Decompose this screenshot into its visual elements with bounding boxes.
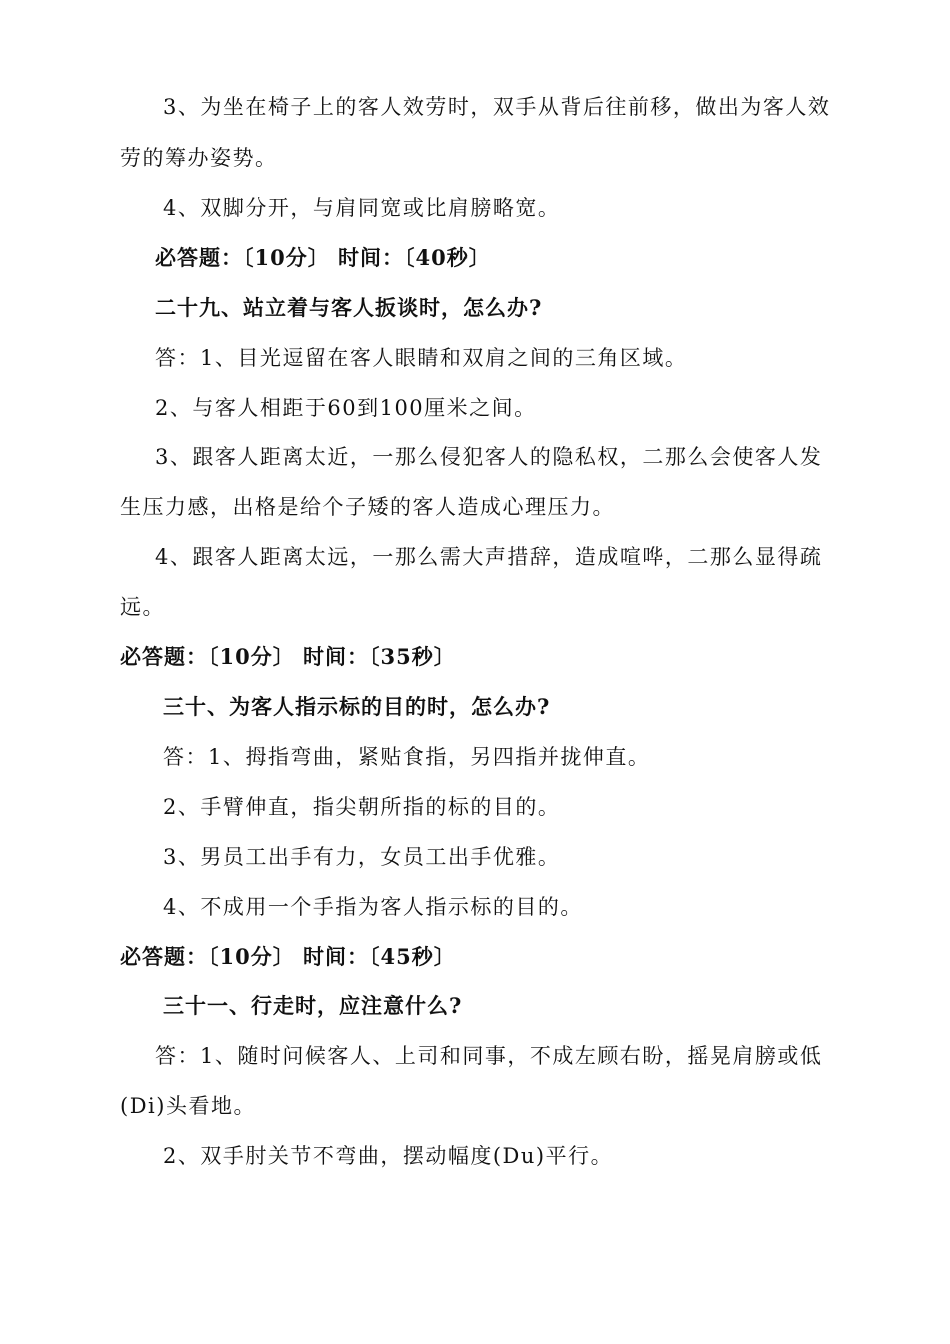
text-line: 2、手臂伸直，指尖朝所指的标的目的。 xyxy=(163,795,561,819)
text-line: 3、为坐在椅子上的客人效劳时，双手从背后往前移，做出为客人效 xyxy=(163,95,831,119)
answer-line: 答：1、拇指弯曲，紧贴食指，另四指并拢伸直。 xyxy=(163,745,651,769)
answer-line: 答：1、随时问候客人、上司和同事，不成左顾右盼，摇晃肩膀或低 xyxy=(155,1044,823,1068)
text-line: 劳的筹办姿势。 xyxy=(120,146,278,170)
score-time-heading: 必答题：〔10分〕 时间：〔40秒〕 xyxy=(155,245,491,270)
question-heading: 三十一、行走时，应注意什么? xyxy=(163,993,463,1018)
text-line: 2、与客人相距于60到100厘米之间。 xyxy=(155,396,537,420)
text-line: 3、男员工出手有力，女员工出手优雅。 xyxy=(163,845,561,869)
question-heading: 三十、为客人指示标的目的时，怎么办? xyxy=(163,694,551,719)
score-time-heading: 必答题：〔10分〕 时间：〔45秒〕 xyxy=(120,944,456,969)
question-heading: 二十九、站立着与客人扳谈时，怎么办? xyxy=(155,295,543,320)
text-line: 4、双脚分开，与肩同宽或比肩膀略宽。 xyxy=(163,196,561,220)
text-line: 4、不成用一个手指为客人指示标的目的。 xyxy=(163,895,583,919)
text-line: 4、跟客人距离太远，一那么需大声措辞，造成喧哗，二那么显得疏 xyxy=(155,545,823,569)
text-line: (Di)头看地。 xyxy=(120,1094,256,1118)
text-line: 2、双手肘关节不弯曲，摆动幅度(Du)平行。 xyxy=(163,1144,614,1168)
text-line: 生压力感，出格是给个子矮的客人造成心理压力。 xyxy=(120,495,615,519)
score-time-heading: 必答题：〔10分〕 时间：〔35秒〕 xyxy=(120,644,456,669)
text-line: 远。 xyxy=(120,595,165,619)
text-line: 3、跟客人距离太近，一那么侵犯客人的隐私权，二那么会使客人发 xyxy=(155,445,823,469)
answer-line: 答：1、目光逗留在客人眼睛和双肩之间的三角区域。 xyxy=(155,346,688,370)
